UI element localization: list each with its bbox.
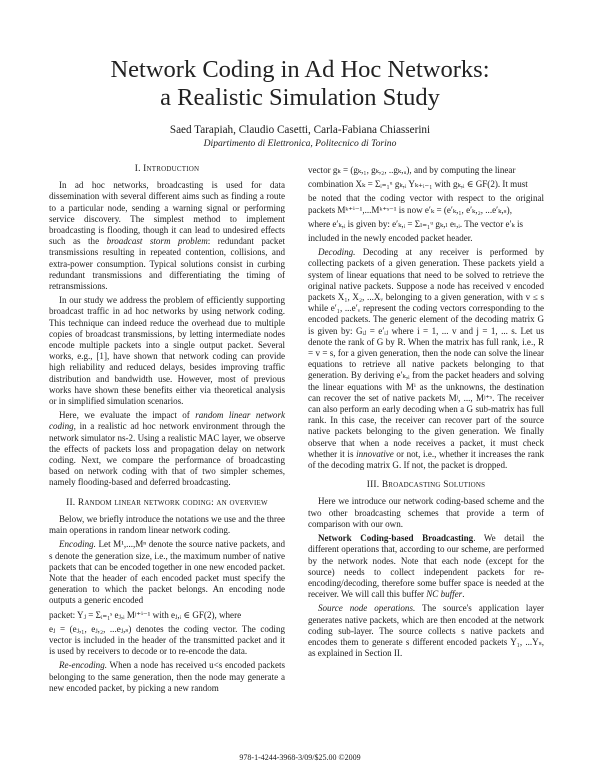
emphasis: random linear network coding — [49, 410, 285, 432]
text: . — [462, 589, 465, 600]
right-column — [308, 165, 544, 662]
text: Here, we evaluate the impact of — [59, 410, 196, 421]
text: The source's application layer generates native packets, which are then encoded at the network coding sub-layer. The source collects s native packets and encodes them to generate s different encoded packets Y₁, ...Yₛ, as explained in Section II. — [308, 603, 544, 659]
text: Decoding at any receiver is performed by collecting packets of a given generation. These packets yield a system of linear equations that need to be solved to retrieve the original native packets. Suppose a node has received v encoded packets X₁, X₂, ...Xᵥ belonging to a given generation, with v ≤ s while e′₁, ...e′ᵥ represent the coding vectors corresponding to the encoded packets. The generic element of the decoding matrix G is given by: Gᵢⱼ = e′ᵢⱼ where i = 1, ... v and j = 1, ... s. Let us denote the rank of G by R. When the matrix has full rank, i.e., R = v = s, for a given generation, then the node can solve the linear equations to retrieve all native packets belonging to that generation. By deriving e′ₖ,ᵢ from the packet headers and solving the linear equations with Mⁱ as the unknowns, the destination can recover the set of native packets Mʲ, ..., Mʲ⁺ˢ. The receiver can also perform an early decoding when a G sub-matrix has full rank. In this case, the receiver can recover part of the source native packets belonging to the given generation. We finally observe that when a node receives a packet, it must check whether it is — [308, 247, 544, 459]
text: When a node has received u<s encoded packets belonging to the same generation, then the node may generate a new encoded packet, by picking a new random — [49, 660, 285, 693]
emphasis: Decoding. — [318, 247, 356, 258]
section-heading-rlnc: II. Random linear network coding: an overview — [66, 497, 268, 508]
text: , in a realistic ad hoc network environment through the network simulator ns-2. Using a realistic MAC layer, we observe the effects of packets loss and propagation delay on network coding. Next, we compare the performance of broadcasting based on network coding with that of two simpler schemes, namely flooding-based and deferred broadcasting. — [49, 421, 285, 488]
left-column — [49, 164, 285, 697]
paper-title-line-2: a Realistic Simulation Study — [160, 84, 440, 111]
section-heading-broadcasting: III. Broadcasting Solutions — [366, 480, 486, 491]
formula-encoding: packet: Yⱼ = Σᵢ₌₁ˢ eⱼ,ᵢ Mʲ⁺ⁱ⁻¹ with eⱼ,ᵢ ∈ GF(2), where — [49, 609, 242, 620]
emphasis: innovative — [356, 448, 394, 459]
paragraph: included in the newly encoded packet header. — [308, 233, 473, 244]
paragraph: eⱼ = (eⱼ,₁, eⱼ,₂, ...eⱼ,ₛ) denotes the coding vector. The coding vector is included in the header of the transmitted packet and it is used by receivers to decode or to re-encode the data. — [49, 623, 285, 657]
paragraph — [49, 539, 285, 606]
formula-recombination: combination Xₖ = Σᵢ₌₁ᵘ gₖ,ᵢ Yₖ₊ᵢ₋₁ with gₖ,ᵢ ∈ GF(2). It must — [308, 179, 528, 190]
emphasis: NC buffer — [426, 589, 463, 600]
text: Let M¹,...,Mⁿ denote the source native packets, and s denote the generation size, i.e., the maximum number of native packets that can be encoded together in one new encoded packet. Note that the header of each encoded packet must specify the generation to which the packet belongs. An encoding node outputs a generic encoded — [49, 539, 285, 606]
formula-coding-vector: where e′ₖ,ᵢ is given by: e′ₖ,ᵢ = Σₗ₌₁ᵘ gₖ,ₗ eₗ,ᵢ. The vector e′ₖ is — [308, 218, 524, 229]
text: : redundant packet transmissions resulting in repeated contention, collisions, and extra-power consumption. Typical solutions consist in curbing redundant transmissions and differentiating the timing of retransmissions. — [49, 236, 285, 292]
text: In ad hoc networks, broadcasting is used for data dissemination with several different aims such as finding a route to a particular node, sending a warning signal or performing service discovery. The simplest method to implement broadcasting is flooding, though it can lead to undesired effects such as the — [49, 180, 285, 247]
paragraph: vector gₖ = (gₖ,₁, gₖ,₂, ..gₖ,ᵤ), and by computing the linear — [308, 165, 516, 175]
section-heading-introduction: I. Introduction — [134, 164, 200, 174]
paper-affiliation: Dipartimento di Elettronica, Politecnico di Torino — [203, 138, 397, 149]
paragraph — [49, 660, 285, 694]
emphasis: broadcast storm problem — [106, 236, 208, 247]
paper-authors: Saed Tarapiah, Claudio Casetti, Carla-Fabiana Chiasserini — [169, 124, 431, 136]
emphasis: Re-encoding. — [59, 660, 107, 671]
paragraph: be noted that the coding vector with respect to the original packets Mᵏ⁺ⁱ⁻¹,...Mᵏ⁺ˢ⁻¹ is now e′ₖ = (e′ₖ,₁, e′ₖ,₂, ...e′ₖ,ₛ), — [308, 193, 544, 215]
emphasis: Source node operations. — [318, 603, 416, 614]
paragraph — [308, 247, 544, 471]
emphasis: Encoding. — [59, 539, 96, 550]
paragraph: Here we introduce our network coding-based scheme and the two other broadcasting schemes that provide a term of comparison with our own. — [308, 496, 544, 529]
paper-title-line-1: Network Coding in Ad Hoc Networks: — [110, 56, 490, 83]
paragraph — [308, 603, 544, 659]
paragraph — [308, 533, 544, 600]
bold-lead: Network Coding-based Broadcasting — [318, 533, 474, 544]
text: . We detail the different operations that, according to our scheme, are performed by the network nodes. Note that each node (except for the source) needs to collect independent packets for re-encoding/decoding, therefore some buffer space is needed at the receiver. We will call this buffer — [308, 533, 544, 600]
paragraph — [49, 180, 285, 292]
page-footer: 978-1-4244-3968-3/09/$25.00 ©2009 — [239, 753, 361, 762]
text: or not, i.e., whether it increases the rank of the decoding matrix G. If not, the packet is dropped. — [308, 448, 544, 471]
paragraph: Below, we briefly introduce the notations we use and the three main operations in random linear network coding. — [49, 513, 285, 536]
paragraph — [49, 410, 285, 488]
paragraph: In our study we address the problem of efficiently supporting broadcast traffic in ad hoc networks by using network coding. This technique can indeed reduce the overhead due to multiple copies of broadcast transmissions, by letting intermediate nodes encode multiple packets into a single output packet. Several works, e.g., [1], have shown that network coding can provide high reliability and reduced delays, besides improving traffic distribution and bandwidth use. However, most of previous works have shown these benefits either via theoretical analysis or in simplified simulation scenarios. — [49, 295, 285, 407]
